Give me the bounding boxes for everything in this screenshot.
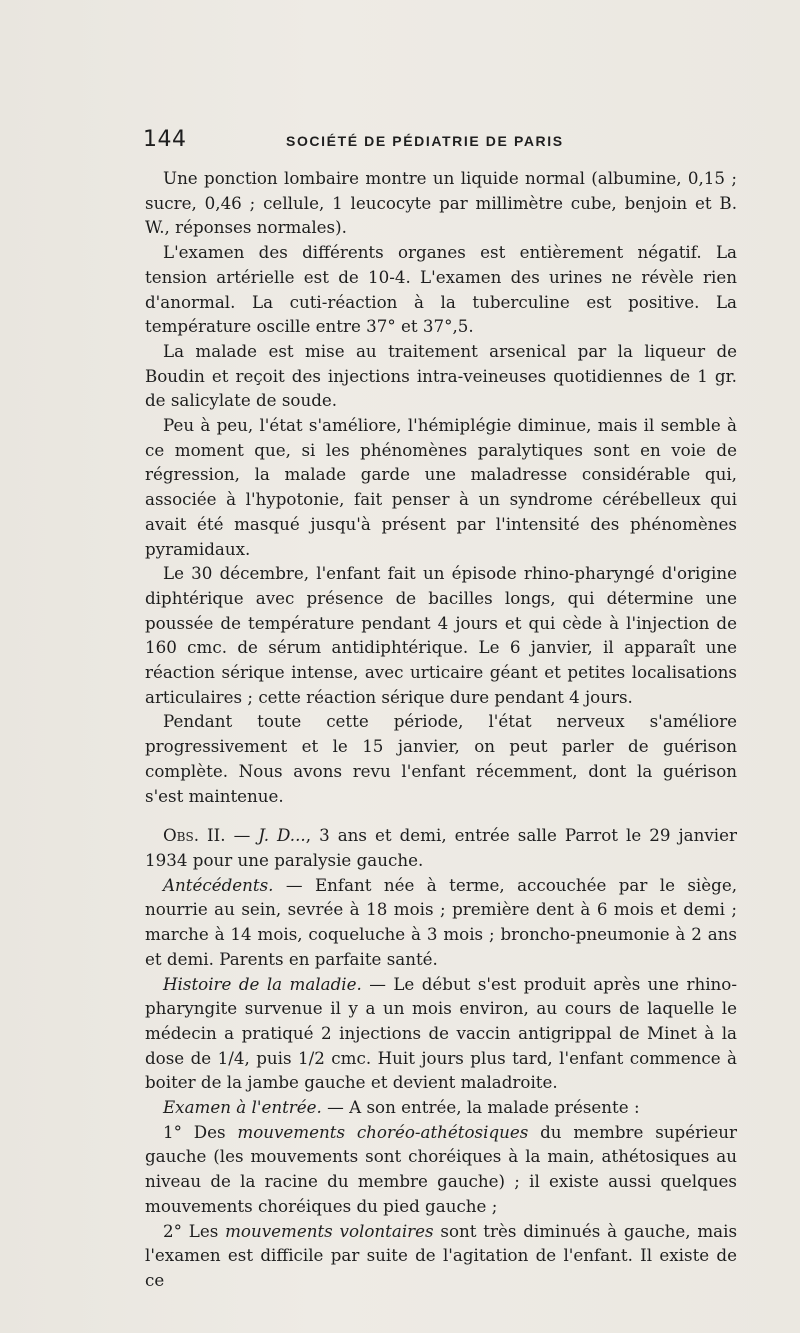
item-two-term: mouvements volontaires — [225, 1220, 434, 1241]
item-one-text: du membre supérieur gauche (les mouvements sont choréiques à la main, athétosiques au niveau de la racine du membre gauche) ; il existe aussi quelques mouvements choréiques du pied gauche ; — [145, 1121, 737, 1216]
paragraph-improvement: Peu à peu, l'état s'améliore, l'hémiplégie diminue, mais il semble à ce moment que, si les phénomènes paralytiques sont en voie de régression, la malade garde une maladresse considérable qui, associée à l'hypotonie, fait penser à un syndrome cérébelleux qui avait été masqué jusqu'à présent par l'intensité des phénomènes pyramidaux. — [145, 415, 737, 559]
paragraph-admission-exam — [145, 1095, 737, 1120]
running-title: SOCIÉTÉ DE PÉDIATRIE DE PARIS — [286, 133, 564, 149]
paragraph-item-two — [145, 1219, 737, 1293]
item-two-prefix: 2° Les — [163, 1220, 226, 1241]
observation-dash: — — [225, 825, 259, 846]
admission-exam-heading: Examen à l'entrée. — [163, 1097, 322, 1118]
paragraph-treatment: La malade est mise au traitement arsenical par la liqueur de Boudin et reçoit des injections intra-veineuses quotidiennes de 1 gr. de salicylate de soude. — [145, 340, 737, 411]
paragraph-disease-history — [145, 972, 737, 1096]
section-spacer — [145, 808, 737, 823]
text-body — [145, 166, 737, 1293]
disease-history-text: — Le début s'est produit après une rhino-pharyngite survenue il y a un mois environ, au cours de laquelle le médecin a pratiqué 2 injections de vaccin antigrippal de Minet à la dose de 1/4, puis 1/2 cmc. Huit jours plus tard, l'enfant commence à boiter de la jambe gauche et devient maladroite. — [145, 973, 737, 1093]
item-one-term: mouvements choréo-athétosiques — [237, 1121, 529, 1142]
paragraph-organ-exam: L'examen des différents organes est entièrement négatif. La tension artérielle est de 10-4. L'examen des urines ne révèle rien d'anormal. La cuti-réaction à la tuberculine est positive. La température oscille entre 37° et 37°,5. — [145, 242, 737, 337]
item-two-text: sont très diminués à gauche, mais l'examen est difficile par suite de l'agitation de l'enfant. Il existe de ce — [145, 1220, 738, 1290]
paragraph-item-one — [145, 1120, 737, 1219]
admission-exam-text: — A son entrée, la malade présente : — [321, 1097, 640, 1118]
paragraph-observation-two — [145, 823, 737, 872]
paragraph-antecedents — [145, 873, 737, 972]
disease-history-heading: Histoire de la maladie. — [163, 973, 362, 994]
antecedents-text: — Enfant née à terme, accouchée par le siège, nourrie au sein, sevrée à 18 mois ; première dent à 6 mois et demi ; marche à 14 mois, coqueluche à 3 mois ; broncho-pneumonie à 2 ans et demi. Parents en parfaite santé. — [145, 874, 737, 969]
paragraph-lumbar-puncture: Une ponction lombaire montre un liquide normal (albumine, 0,15 ; sucre, 0,46 ; cellule, 1 leucocyte par millimètre cube, benjoin et B. W., réponses normales). — [145, 168, 737, 238]
item-one-prefix: 1° Des — [163, 1121, 238, 1142]
paragraph-diphtheria-episode: Le 30 décembre, l'enfant fait un épisode rhino-pharyngé d'origine diphtérique avec présence de bacilles longs, qui détermine une poussée de température pendant 4 jours et qui cède à l'injection de 160 cmc. de sérum antidiphtérique. Le 6 janvier, il apparaît une réaction sérique intense, avec urticaire géant et petites localisations articulaires ; cette réaction sérique dure pendant 4 jours. — [145, 563, 737, 707]
observation-label: Obs. II. — [163, 825, 226, 846]
patient-initials: J. D... — [258, 825, 306, 846]
page-header — [143, 127, 735, 157]
paragraph-recovery: Pendant toute cette période, l'état nerveux s'améliore progressivement et le 15 janvier, on peut parler de guérison complète. Nous avons revu l'enfant récemment, dont la guérison s'est maintenue. — [145, 711, 737, 806]
page-number: 144 — [143, 127, 187, 152]
observation-text: , 3 ans et demi, entrée salle Parrot le 29 janvier 1934 pour une paralysie gauche. — [145, 825, 737, 870]
antecedents-heading: Antécédents. — [163, 874, 274, 895]
